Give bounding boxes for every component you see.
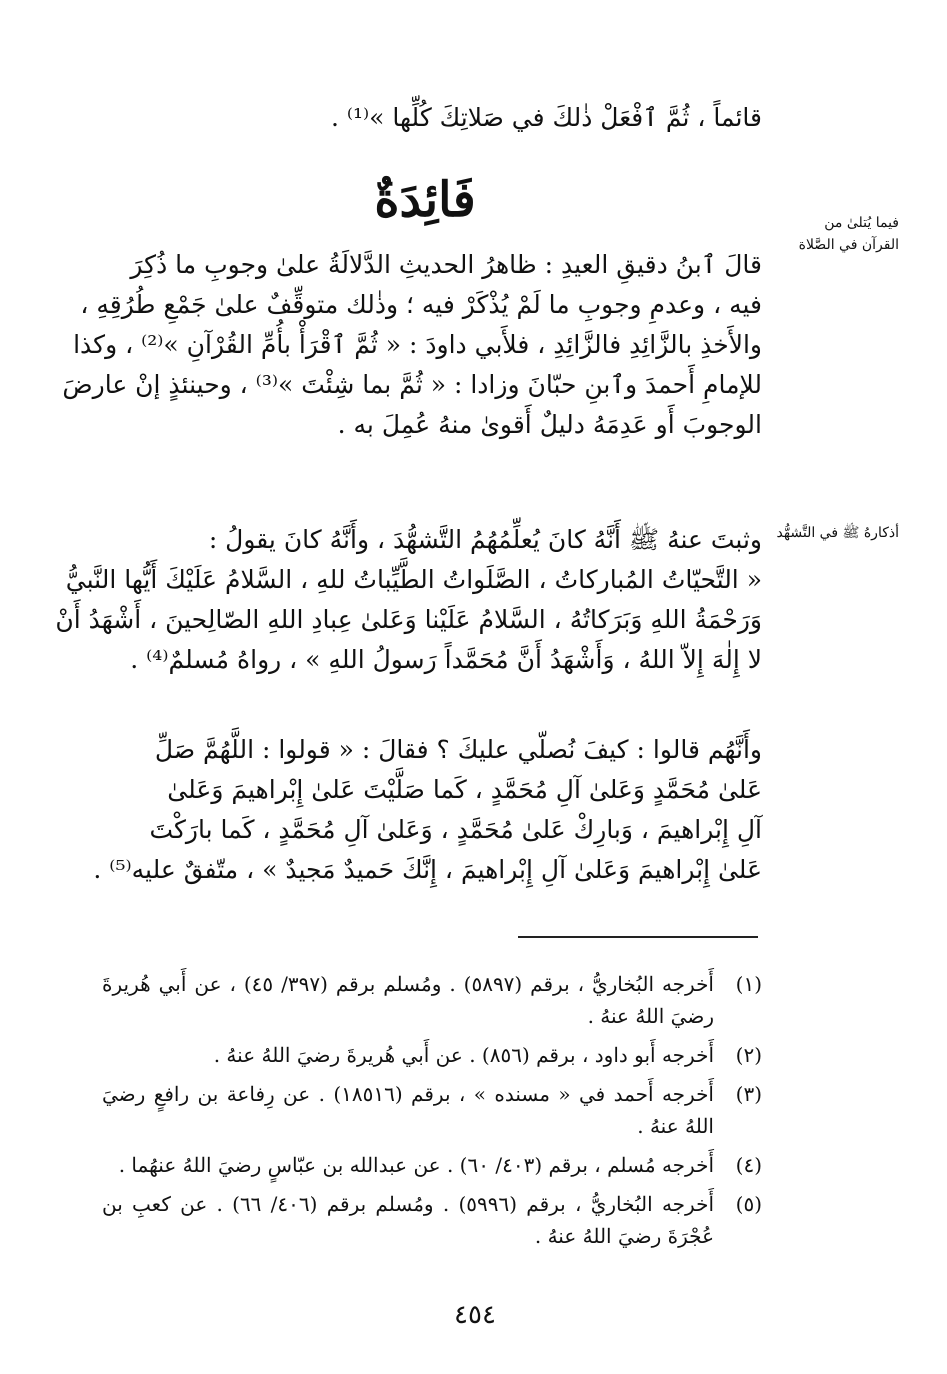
- page-number: ٤٥٤: [454, 1300, 496, 1330]
- text-line: فيه ، وعدمِ وجوبِ ما لَمْ يُذْكَرْ فيه ؛ وذٰلك متوقِّفٌ علىٰ جَمْعِ طُرُقِهِ ،: [80, 290, 762, 319]
- footnote-text: أَخرجه البُخاريُّ ، برقم (٥٩٩٦) . ومُسلم برقم (٤٠٦/ ٦٦) . عن كعبِ بن عُجْرَةَ رضيَ اللهُ عنهُ .: [102, 1192, 714, 1248]
- footnote-item: [102, 1149, 762, 1181]
- text-line: « التَّحيّاتُ المُباركاتُ ، الصَّلَواتُ الطَّيِّباتُ للهِ ، السَّلامُ عَلَيْكَ أَيُّها النَّبيُّ: [65, 565, 762, 594]
- paragraph-salat-ibrahimiyya: [93, 730, 762, 890]
- footnote-item: [102, 1078, 762, 1142]
- text-line: وثبتَ عنهُ ﷺ أَنَّهُ كانَ يُعلِّمُهُمُ التَّشهُّدَ ، وأَنَّهُ كانَ يقولُ :: [208, 525, 762, 554]
- text-line: وأَنَّهُم قالوا : كيفَ نُصلّي عليكَ ؟ فقالَ : « قولوا : اللَّهُمَّ صَلِّ: [154, 735, 762, 764]
- footnote-text: أَخرجه أَحمد في « مسنده » ، برقم (١٨٥١٦) . عن رِفاعة بن رافعٍ رضيَ اللهُ عنهُ .: [102, 1082, 714, 1138]
- text-line: آلِ إِبْراهيمَ ، وَبارِكْ عَلىٰ مُحَمَّدٍ ، وَعَلىٰ آلِ مُحَمَّدٍ ، كَما بارَكْتَ: [149, 815, 762, 844]
- margin-note-quran-recitation: فيما يُتلىٰ من القرآن في الصَّلاة: [798, 215, 899, 253]
- text-line: لا إِلٰهَ إِلاّ اللهُ ، وَأَشْهَدُ أَنَّ مُحَمَّداً رَسولُ اللهِ » ، رواهُ مُسلمٌ⁽⁴⁾ .: [130, 645, 762, 674]
- footnote-number: (٥): [735, 1192, 762, 1216]
- section-heading: فَائِدَةٌ: [374, 172, 476, 228]
- footnote-text: أَخرجه أَبو داود ، برقم (٨٥٦) . عن أَبي هُريرةَ رضيَ اللهُ عنهُ .: [213, 1043, 714, 1067]
- margin-note-tashahhud: أذكارهُ ﷺ في التَّشهُّد: [776, 525, 899, 541]
- footnote-number: (٣): [735, 1082, 762, 1106]
- footnote-divider: [518, 936, 758, 938]
- footnote-text: أَخرجه مُسلم ، برقم (٤٠٣/ ٦٠) . عن عبدالله بن عبّاسٍ رضيَ اللهُ عنهُما .: [118, 1153, 714, 1177]
- text-line: والأَخذِ بالزَّائِدِ فالزَّائِدِ ، فلأَبي داودَ : « ثُمَّ ٱقْرَأْ بأُمِّ القُرْآنِ »⁽²⁾ ، وكذا: [73, 330, 762, 359]
- text-line: عَلىٰ إِبْراهيمَ وَعَلىٰ آلِ إِبْراهيمَ ، إِنَّكَ حَميدٌ مَجيدٌ » ، متّفقٌ عليه⁽⁵⁾ .: [93, 855, 762, 884]
- paragraph-tashahhud: [55, 520, 762, 680]
- text-line: عَلىٰ مُحَمَّدٍ وَعَلىٰ آلِ مُحَمَّدٍ ، كَما صَلَّيْتَ عَلىٰ إِبْراهيمَ وَعَلىٰ: [167, 775, 762, 804]
- text-line: قائماً ، ثُمَّ ٱفْعَلْ ذٰلكَ في صَلاتِكَ كُلِّها »⁽¹⁾ .: [330, 103, 762, 132]
- footnote-number: (٢): [735, 1043, 762, 1067]
- footnote-item: [102, 968, 762, 1032]
- paragraph-ibn-daqiq: [62, 245, 762, 445]
- text-line: وَرَحْمَةُ اللهِ وَبَرَكاتُهُ ، السَّلامُ عَلَيْنا وَعَلىٰ عِبادِ اللهِ الصّالِحينَ ، أَشْهَدُ أَنْ: [55, 605, 762, 634]
- footnote-text: أَخرجه البُخاريُّ ، برقم (٥٨٩٧) . ومُسلم برقم (٣٩٧/ ٤٥) ، عن أَبي هُريرةَ رضيَ اللهُ عنهُ .: [102, 972, 714, 1028]
- intro-line: [182, 98, 762, 138]
- footnote-number: (١): [735, 972, 762, 996]
- footnote-number: (٤): [735, 1153, 762, 1177]
- text-line: للإمامِ أَحمدَ وٱبنِ حبّانَ وزادا : « ثُمَّ بما شِئْتَ »⁽³⁾ ، وحينئذٍ إنْ عارضَ: [62, 370, 762, 399]
- text-line: الوجوبَ أَو عَدِمَهُ دليلٌ أَقوىٰ منهُ عُمِلَ به .: [337, 410, 762, 439]
- footnote-item: [102, 1039, 762, 1071]
- text-line: قالَ ٱبنُ دقيقِ العيدِ : ظاهرُ الحديثِ الدَّلالَةُ علىٰ وجوبِ ما ذُكِرَ: [130, 250, 762, 279]
- footnotes: [102, 968, 762, 1259]
- footnote-item: [102, 1188, 762, 1252]
